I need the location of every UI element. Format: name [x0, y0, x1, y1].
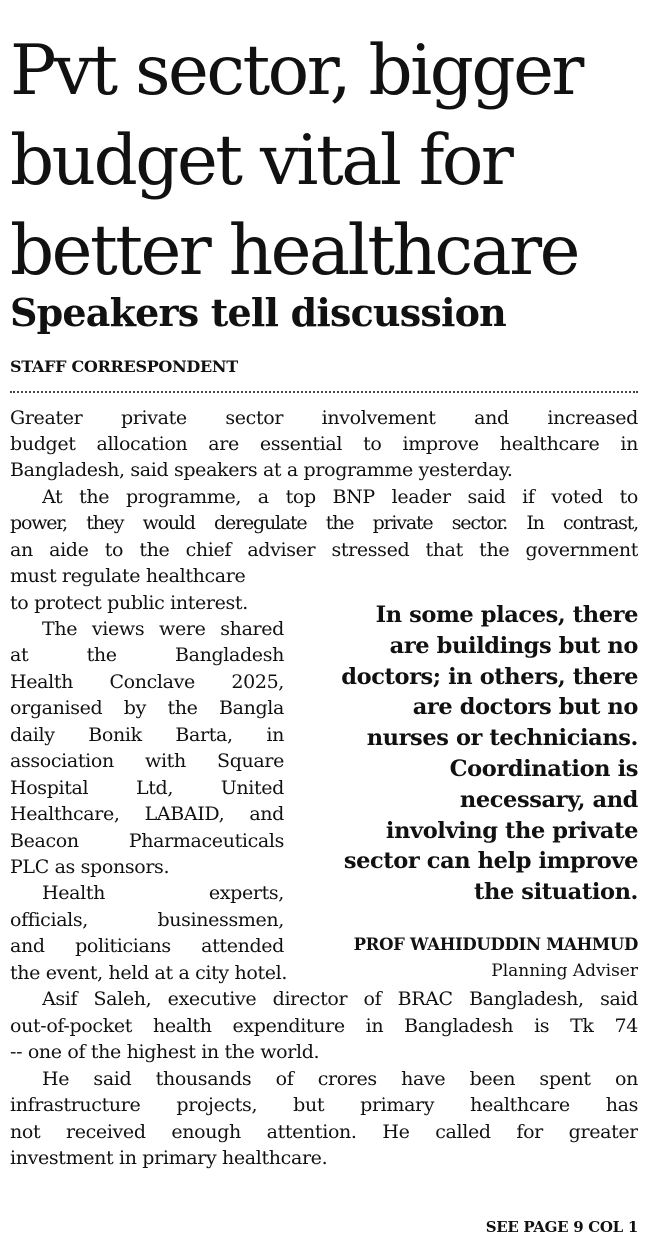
- headline-line: budget vital for: [10, 121, 512, 201]
- pull-quote-speaker-role: Planning Adviser: [491, 961, 638, 981]
- body-line: Health experts,: [42, 882, 284, 904]
- body-line: investment in primary healthcare.: [10, 1147, 328, 1169]
- body-line: At the programme, a top BNP leader said if voted to: [42, 486, 638, 508]
- body-line: Hospital Ltd, United: [10, 777, 284, 799]
- pull-quote-line: In some places, there: [375, 602, 638, 628]
- body-line: and politicians attended: [10, 935, 284, 957]
- body-line: Health Conclave 2025,: [10, 671, 284, 693]
- body-line: organised by the Bangla: [10, 697, 284, 719]
- body-line: Greater private sector involvement and increased: [10, 407, 638, 429]
- body-line: -- one of the highest in the world.: [10, 1041, 320, 1063]
- pull-quote: [300, 600, 638, 908]
- body-line: association with Square: [10, 750, 284, 772]
- body-line: daily Bonik Barta, in: [10, 724, 284, 746]
- body-line: He said thousands of crores have been spent on: [42, 1068, 638, 1090]
- pull-quote-speaker: PROF WAHIDUDDIN MAHMUD: [353, 935, 638, 954]
- body-line: the event, held at a city hotel.: [10, 962, 288, 984]
- headline-line: Pvt sector, bigger: [10, 31, 582, 111]
- body-line: must regulate healthcare: [10, 565, 246, 587]
- body-line: not received enough attention. He called for greater: [10, 1121, 638, 1143]
- pull-quote-line: are doctors but no: [412, 694, 638, 721]
- body-line: budget allocation are essential to improve healthcare in: [10, 433, 638, 455]
- body-line: Beacon Pharmaceuticals: [10, 830, 284, 852]
- body-line: power, they would deregulate the private sector. In contrast,: [10, 512, 638, 534]
- pull-quote-line: are buildings but no: [389, 632, 638, 659]
- body-line: infrastructure projects, but primary healthcare has: [10, 1094, 638, 1116]
- byline: STAFF CORRESPONDENT: [10, 357, 238, 376]
- dotted-divider: [10, 391, 638, 393]
- body-line: PLC as sponsors.: [10, 856, 170, 878]
- body-line: at the Bangladesh: [10, 644, 284, 666]
- pull-quote-line: involving the private: [385, 817, 638, 844]
- pull-quote-line: necessary, and: [459, 786, 638, 813]
- pull-quote-line: nurses or technicians.: [366, 725, 638, 752]
- pull-quote-line: the situation.: [474, 879, 638, 906]
- body-line: out-of-pocket health expenditure in Bangladesh is Tk 74: [10, 1015, 638, 1037]
- subheadline: Speakers tell discussion: [10, 290, 506, 335]
- body-line: The views were shared: [42, 618, 284, 640]
- continuation-jump: SEE PAGE 9 COL 1: [485, 1218, 638, 1236]
- pull-quote-line: doctors; in others, there: [341, 663, 638, 690]
- body-line: to protect public interest.: [10, 592, 248, 614]
- headline-line: better healthcare: [10, 211, 578, 291]
- body-line: Bangladesh, said speakers at a programme yesterday.: [10, 459, 513, 481]
- body-line: Healthcare, LABAID, and: [10, 803, 284, 825]
- body-line: an aide to the chief adviser stressed that the government: [10, 539, 638, 561]
- pull-quote-line: sector can help improve: [343, 848, 638, 875]
- body-line: Asif Saleh, executive director of BRAC Bangladesh, said: [42, 988, 638, 1010]
- headline: [10, 26, 642, 296]
- body-line: officials, businessmen,: [10, 909, 284, 931]
- pull-quote-line: Coordination is: [449, 755, 638, 782]
